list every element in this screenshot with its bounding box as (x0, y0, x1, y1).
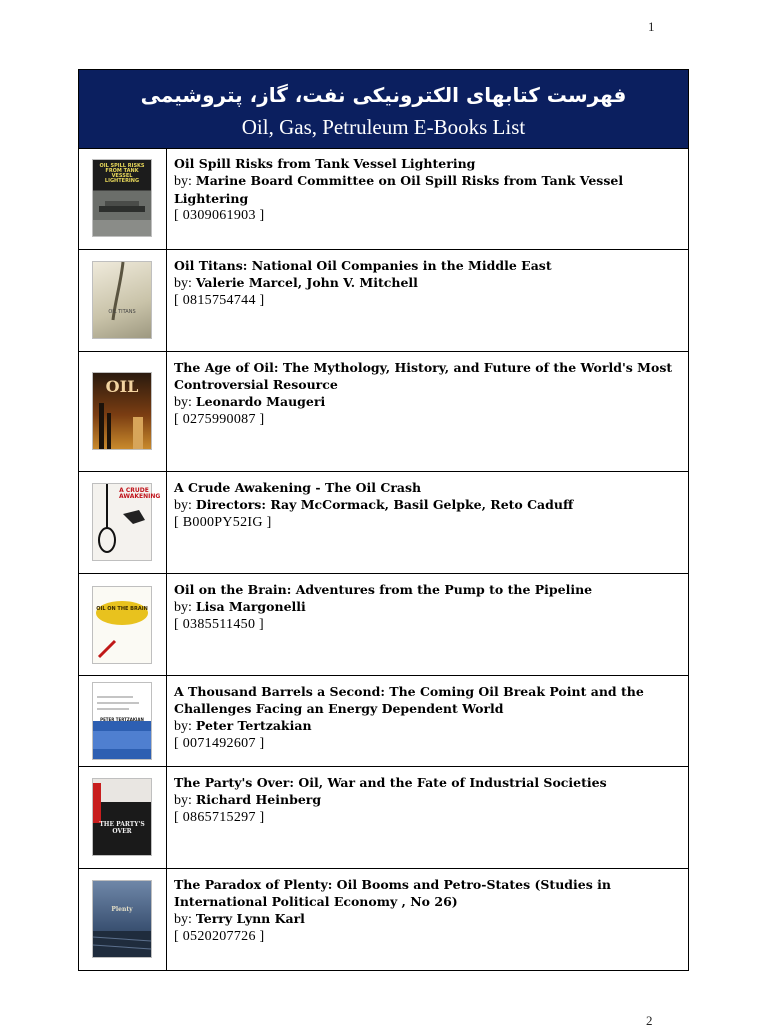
header-title-persian: فهرست کتابهای الکترونیکی نفت، گاز، پتروشیمی (140, 83, 627, 107)
book-title[interactable]: A Thousand Barrels a Second: The Coming Oil Break Point and the Challenges Facing an Energy Dependent World (174, 684, 644, 716)
book-cover-image[interactable] (93, 160, 151, 236)
book-title[interactable]: Oil Spill Risks from Tank Vessel Lightering (174, 156, 476, 171)
cover-lettering: PETER TERTZAKIAN (100, 717, 144, 722)
book-row[interactable] (79, 767, 688, 869)
ship-illustration (93, 160, 151, 236)
book-info (174, 774, 678, 826)
book-cover-image[interactable] (93, 373, 151, 449)
cover-cell (79, 574, 167, 675)
book-author: Peter Tertzakian (195, 718, 312, 733)
cover-lettering: OIL TITANS (108, 309, 136, 315)
book-row[interactable] (79, 250, 688, 352)
by-label: by: (174, 912, 192, 927)
by-label: by: (174, 793, 192, 808)
by-label: by: (174, 174, 192, 189)
cover-lettering: OIL (105, 377, 139, 396)
book-info (174, 359, 678, 428)
book-isbn: [ 0520207726 ] (174, 929, 265, 944)
party-illustration (93, 779, 151, 855)
book-info (174, 876, 678, 945)
book-cover-image[interactable] (93, 262, 151, 338)
book-cover-image[interactable] (93, 683, 151, 759)
cover-lettering: OIL SPILL RISKS FROM TANK VESSEL LIGHTERING (99, 163, 145, 184)
book-isbn: [ 0865715297 ] (174, 810, 265, 825)
book-author: Leonardo Maugeri (195, 394, 326, 409)
cover-lettering: Plenty (111, 906, 133, 913)
page-number-bottom: 2 (646, 1013, 653, 1028)
by-label: by: (174, 719, 192, 734)
book-info (174, 683, 678, 752)
by-label: by: (174, 498, 192, 513)
cover-lettering: OIL ON THE BRAIN (96, 606, 148, 612)
oil-drip-illustration (93, 262, 151, 338)
header-title-english: Oil, Gas, Petruleum E-Books List (241, 115, 526, 139)
page-number-top: 1 (648, 19, 655, 34)
by-label: by: (174, 276, 192, 291)
book-author: Richard Heinberg (195, 792, 322, 807)
cover-cell (79, 472, 167, 573)
book-author: Lisa Margonelli (195, 599, 306, 614)
book-title[interactable]: A Crude Awakening - The Oil Crash (174, 480, 422, 495)
thought-bubble-illustration (93, 587, 151, 663)
cover-cell (79, 869, 167, 971)
book-title[interactable]: The Party's Over: Oil, War and the Fate of Industrial Societies (174, 775, 607, 790)
book-author: Marine Board Committee on Oil Spill Risks from Tank Vessel Lightering (174, 173, 624, 206)
book-author: Directors: Ray McCormack, Basil Gelpke, Reto Caduff (195, 497, 574, 512)
book-author: Terry Lynn Karl (195, 911, 305, 926)
table-header (79, 70, 688, 149)
cover-cell (79, 250, 167, 351)
book-isbn: [ B000PY52IG ] (174, 515, 272, 530)
cover-cell (79, 352, 167, 471)
book-title[interactable]: The Age of Oil: The Mythology, History, and Future of the World's Most Controversial Resource (174, 360, 673, 392)
book-isbn: [ 0275990087 ] (174, 412, 265, 427)
book-row[interactable] (79, 676, 688, 767)
book-title[interactable]: Oil on the Brain: Adventures from the Pump to the Pipeline (174, 582, 593, 597)
cover-cell (79, 148, 167, 249)
book-info (174, 581, 678, 633)
book-isbn: [ 0071492607 ] (174, 736, 265, 751)
book-info (174, 257, 678, 309)
ebook-table (78, 69, 689, 971)
book-info (174, 479, 678, 531)
book-row[interactable] (79, 472, 688, 574)
book-isbn: [ 0815754744 ] (174, 293, 265, 308)
refinery-illustration (93, 373, 151, 449)
book-cover-image[interactable] (93, 484, 161, 560)
cover-cell (79, 767, 167, 868)
cover-lettering: A CRUDE AWAKENING (119, 487, 161, 500)
book-cover-image[interactable] (93, 881, 151, 957)
book-info (174, 155, 678, 224)
book-row[interactable] (79, 574, 688, 676)
book-row[interactable] (79, 148, 688, 250)
book-title[interactable]: The Paradox of Plenty: Oil Booms and Petro-States (Studies in International Political Economy , No 26) (174, 877, 611, 909)
map-texture-illustration (93, 881, 151, 957)
by-label: by: (174, 600, 192, 615)
cover-lettering: THE PARTY'S OVER (99, 821, 145, 835)
book-cover-image[interactable] (93, 587, 151, 663)
book-row[interactable] (79, 869, 688, 971)
noose-nozzle-illustration (93, 484, 161, 560)
book-isbn: [ 0309061903 ] (174, 208, 265, 223)
book-row[interactable] (79, 352, 688, 472)
book-author: Valerie Marcel, John V. Mitchell (195, 275, 418, 290)
book-isbn: [ 0385511450 ] (174, 617, 265, 632)
cover-cell (79, 676, 167, 766)
by-label: by: (174, 395, 192, 410)
book-title[interactable]: Oil Titans: National Oil Companies in the Middle East (174, 258, 552, 273)
book-cover-image[interactable] (93, 779, 151, 855)
